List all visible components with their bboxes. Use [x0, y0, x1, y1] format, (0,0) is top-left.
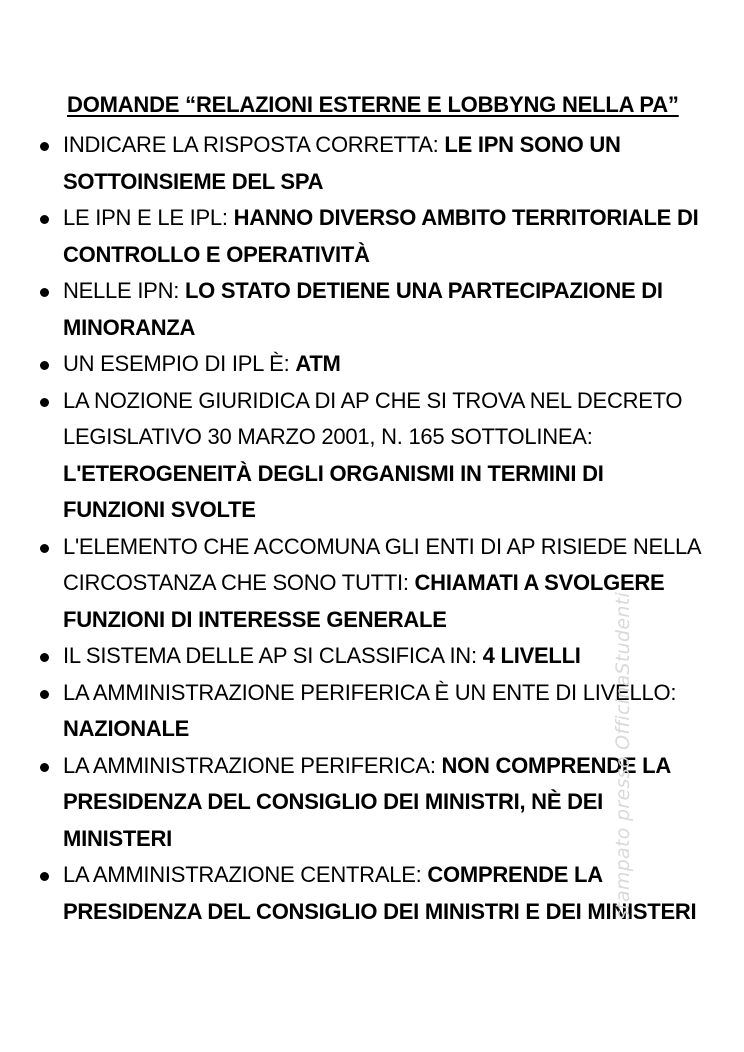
bullet-icon [40, 872, 49, 881]
answer-text: NAZIONALE [63, 716, 190, 741]
answer-text: HANNO DIVERSO AMBITO TERRITORIALE DI CONTROLLO E OPERATIVITÀ [63, 205, 699, 267]
list-item [40, 273, 710, 346]
answer-text: L'ETEROGENEITÀ DEGLI ORGANISMI IN TERMINI DI FUNZIONI SVOLTE [63, 460, 604, 522]
bullet-icon [40, 398, 49, 407]
question-text: UN ESEMPIO DI IPL È: [63, 351, 296, 376]
bullet-icon [40, 690, 49, 699]
bullet-icon [40, 653, 49, 662]
answer-text: NON COMPRENDE LA PRESIDENZA DEL CONSIGLIO DEI MINISTRI, NÈ DEI MINISTERI [63, 752, 671, 851]
question-text: LA AMMINISTRAZIONE PERIFERICA È UN ENTE DI LIVELLO: [63, 679, 677, 705]
question-text: LE IPN E LE IPL: [63, 205, 234, 230]
question-text: LA AMMINISTRAZIONE CENTRALE: [63, 862, 428, 887]
question-text: LA AMMINISTRAZIONE PERIFERICA: [63, 752, 442, 778]
answer-text: LO STATO DETIENE UNA PARTECIPAZIONE DI MINORANZA [63, 278, 663, 340]
question-text: IL SISTEMA DELLE AP SI CLASSIFICA IN: [63, 643, 483, 668]
list-item [40, 748, 710, 858]
question-text: INDICARE LA RISPOSTA CORRETTA: [63, 132, 445, 157]
answer-text: COMPRENDE LA PRESIDENZA DEL CONSIGLIO DEI MINISTRI E DEI MINISTERI [63, 862, 697, 924]
watermark-text: stampato presso OfficinaStudenti [612, 591, 634, 920]
list-item [40, 675, 710, 748]
answer-text: CHIAMATI A SVOLGERE FUNZIONI DI INTERESSE GENERALE [63, 570, 665, 632]
bullet-icon [40, 142, 49, 151]
bullet-icon [40, 763, 49, 772]
bullet-icon [40, 361, 49, 370]
bullet-icon [40, 288, 49, 297]
list-item [40, 857, 710, 930]
document-title: DOMANDE “RELAZIONI ESTERNE E LOBBYNG NELLA PA” [67, 92, 679, 117]
list-item [40, 346, 710, 383]
list-item [40, 529, 710, 639]
question-text: NELLE IPN: [63, 278, 185, 303]
list-item [40, 638, 710, 675]
bullet-icon [40, 544, 49, 553]
question-text: LA NOZIONE GIURIDICA DI AP CHE SI TROVA NEL DECRETO LEGISLATIVO 30 MARZO 2001, N. 165 SOTTOLINEA: [63, 387, 683, 449]
question-list [40, 127, 710, 930]
answer-text: LE IPN SONO UN SOTTOINSIEME DEL SPA [63, 132, 621, 194]
list-item [40, 383, 710, 529]
bullet-icon [40, 215, 49, 224]
answer-text: ATM [295, 351, 341, 376]
list-item [40, 127, 710, 200]
answer-text: 4 LIVELLI [482, 643, 581, 668]
list-item [40, 200, 710, 273]
question-text: L'ELEMENTO CHE ACCOMUNA GLI ENTI DI AP RISIEDE NELLA CIRCOSTANZA CHE SONO TUTTI: [63, 533, 701, 595]
